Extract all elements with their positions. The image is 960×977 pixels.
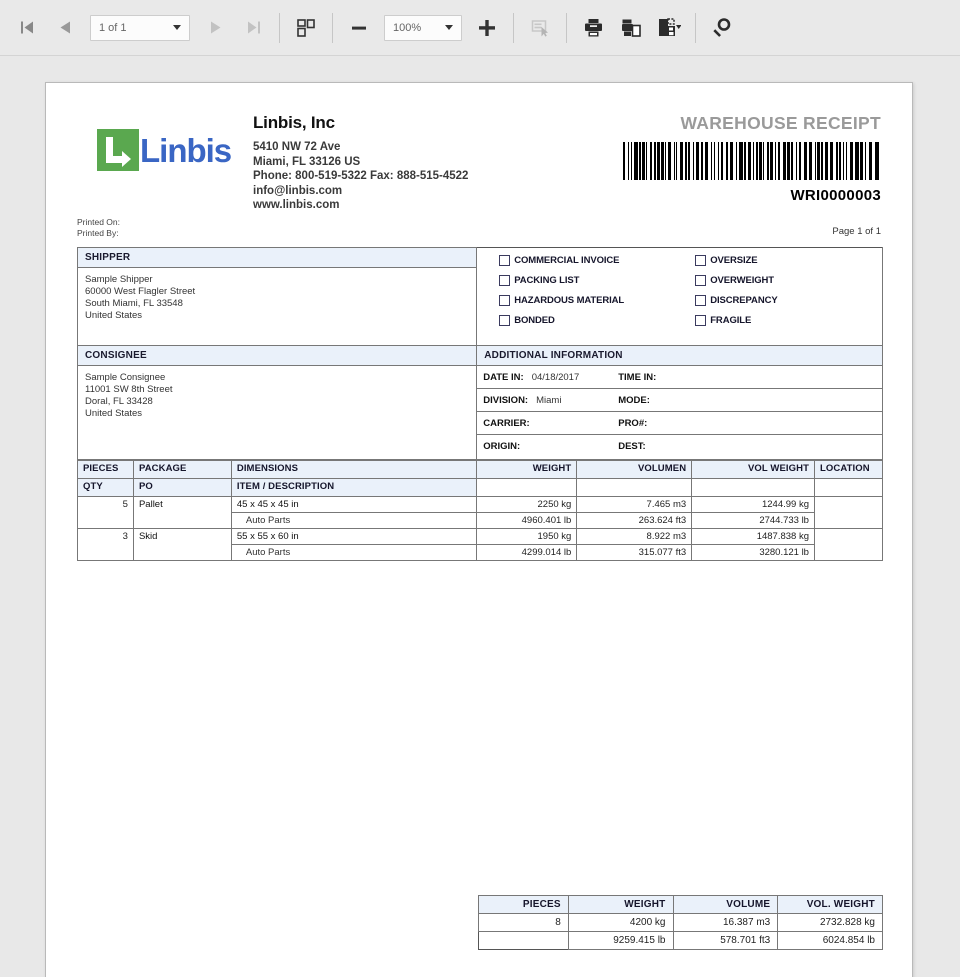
dest-label: DEST:: [618, 441, 646, 452]
division-value: Miami: [536, 394, 562, 406]
checkbox-bonded[interactable]: [499, 315, 695, 326]
item-volume-m3: 7.465 m3: [577, 497, 692, 513]
totals-volweight-kg: 2732.828 kg: [778, 914, 883, 932]
consignee-header: CONSIGNEE: [78, 346, 476, 365]
page-of-label: Page 1 of 1: [832, 226, 881, 237]
warehouse-receipt-document: [46, 83, 912, 977]
search-icon: [712, 17, 733, 38]
column-item-description: ITEM / DESCRIPTION: [231, 479, 477, 497]
column-pieces: PIECES: [78, 461, 134, 479]
additional-info-row: [477, 435, 882, 458]
item-package: Pallet: [133, 497, 231, 529]
search-button[interactable]: [703, 9, 741, 47]
checkbox-label: OVERWEIGHT: [710, 275, 774, 286]
shipper-address: [78, 268, 476, 328]
checkbox-fragile[interactable]: [695, 315, 751, 326]
zoom-out-button[interactable]: [340, 9, 378, 47]
checkbox-label: HAZARDOUS MATERIAL: [514, 295, 625, 306]
time-in-label: TIME IN:: [618, 371, 657, 383]
chevron-down-icon: [445, 25, 453, 30]
item-location: [814, 529, 882, 561]
linbis-logo-mark-icon: [97, 129, 139, 171]
shipper-line: 60000 West Flagler Street: [85, 286, 196, 297]
last-page-button[interactable]: [234, 9, 272, 47]
column-blank-volumen: [577, 479, 692, 497]
zoom-level-select[interactable]: [384, 15, 462, 41]
shipper-line: South Miami, FL 33548: [85, 298, 183, 309]
consignee-address: [78, 366, 476, 426]
zoom-level-value: 100%: [393, 21, 422, 34]
page-number-value: 1 of 1: [99, 21, 127, 34]
item-weight-kg: 2250 kg: [477, 497, 577, 513]
additional-info-row: [477, 389, 882, 412]
items-table: [77, 460, 883, 561]
item-weight-lb: 4960.401 lb: [477, 513, 577, 529]
consignee-line: 11001 SW 8th Street: [85, 384, 173, 395]
column-vol-weight: VOL WEIGHT: [692, 461, 815, 479]
checkbox-icon[interactable]: [695, 275, 706, 286]
checkbox-row: [499, 255, 878, 266]
item-volweight-kg: 1487.838 kg: [692, 529, 815, 545]
first-page-button[interactable]: [8, 9, 46, 47]
checkbox-icon[interactable]: [695, 255, 706, 266]
column-blank-location: [814, 479, 882, 497]
totals-imperial-row: [479, 932, 883, 950]
parties-grid: [77, 247, 883, 460]
toolbar-separator-1: [279, 13, 280, 43]
item-volweight-kg: 1244.99 kg: [692, 497, 815, 513]
additional-information-header: ADDITIONAL INFORMATION: [477, 346, 882, 365]
first-page-icon: [19, 19, 36, 36]
export-save-icon: [657, 17, 681, 38]
additional-info-row: [477, 412, 882, 435]
item-weight-lb: 4299.014 lb: [477, 545, 577, 561]
checkbox-label: PACKING LIST: [514, 275, 580, 286]
item-weight-kg: 1950 kg: [477, 529, 577, 545]
document-viewer: [0, 56, 960, 977]
division-label: DIVISION:: [483, 394, 529, 406]
checkbox-label: DISCREPANCY: [710, 295, 778, 306]
checkbox-row: [499, 295, 878, 306]
consignee-line: Doral, FL 33428: [85, 396, 153, 407]
document-type-checkboxes: [477, 248, 882, 333]
checkbox-row: [499, 275, 878, 286]
chevron-down-icon: [173, 25, 181, 30]
checkbox-icon[interactable]: [499, 315, 510, 326]
checkbox-label: BONDED: [514, 315, 555, 326]
totals-pieces-blank: [479, 932, 569, 950]
checkbox-icon[interactable]: [695, 295, 706, 306]
totals-column-vol-weight: VOL. WEIGHT: [778, 896, 883, 914]
totals-header-row: [479, 896, 883, 914]
checkbox-icon[interactable]: [695, 315, 706, 326]
export-button[interactable]: [650, 9, 688, 47]
page-number-select[interactable]: [90, 15, 190, 41]
checkbox-label: COMMERCIAL INVOICE: [514, 255, 620, 266]
item-volume-m3: 8.922 m3: [577, 529, 692, 545]
toolbar-separator-2: [332, 13, 333, 43]
consignee-line: Sample Consignee: [85, 372, 166, 383]
totals-column-volume: VOLUME: [673, 896, 778, 914]
item-description: Auto Parts: [231, 545, 477, 561]
company-address-2: Miami, FL 33126 US: [253, 155, 361, 168]
totals-weight-lb: 9259.415 lb: [568, 932, 673, 950]
column-qty: QTY: [78, 479, 134, 497]
checkbox-row: [499, 315, 878, 326]
barcode-icon: [623, 142, 881, 180]
table-row: [78, 529, 883, 545]
date-in-label: DATE IN:: [483, 371, 524, 383]
additional-info-row: [477, 366, 882, 389]
totals-volume-ft3: 578.701 ft3: [673, 932, 778, 950]
shipper-line: Sample Shipper: [85, 274, 153, 285]
column-dimensions: DIMENSIONS: [231, 461, 477, 479]
document-title: WAREHOUSE RECEIPT: [680, 113, 881, 133]
item-qty: 3: [78, 529, 134, 561]
consignee-line: United States: [85, 408, 143, 419]
shipper-line: United States: [85, 310, 143, 321]
select-tool-button[interactable]: [521, 9, 559, 47]
item-dimensions: 55 x 55 x 60 in: [231, 529, 477, 545]
table-row: [78, 497, 883, 513]
page-sheet: [45, 82, 913, 977]
toolbar-separator-5: [695, 13, 696, 43]
column-location: LOCATION: [814, 461, 882, 479]
printed-by-label: Printed By:: [77, 228, 119, 238]
date-in-value: 04/18/2017: [531, 371, 580, 383]
totals-metric-row: [479, 914, 883, 932]
checkbox-discrepancy[interactable]: [695, 295, 777, 306]
column-blank-weight: [477, 479, 577, 497]
toolbar-separator-3: [513, 13, 514, 43]
company-address-1: 5410 NW 72 Ave: [253, 141, 341, 153]
printed-info: [77, 217, 120, 239]
viewer-toolbar: [0, 0, 960, 56]
shipper-header: SHIPPER: [78, 248, 476, 267]
column-weight: WEIGHT: [477, 461, 577, 479]
last-page-icon: [245, 19, 262, 36]
totals-column-weight: WEIGHT: [568, 896, 673, 914]
pro-number-label: PRO#:: [618, 417, 648, 429]
mode-label: MODE:: [618, 394, 650, 406]
items-header-row-2: [78, 479, 883, 497]
next-page-icon: [207, 19, 224, 36]
totals-table: [478, 895, 883, 950]
print-button[interactable]: [574, 9, 612, 47]
previous-page-button[interactable]: [46, 9, 84, 47]
company-block: [253, 113, 468, 213]
item-volweight-lb: 3280.121 lb: [692, 545, 815, 561]
totals-weight-kg: 4200 kg: [568, 914, 673, 932]
toolbar-separator-4: [566, 13, 567, 43]
checkbox-packing-list[interactable]: [499, 275, 695, 286]
column-blank-volweight: [692, 479, 815, 497]
company-email: info@linbis.com: [253, 184, 343, 197]
company-phone-fax: Phone: 800-519-5322 Fax: 888-515-4522: [253, 170, 469, 182]
checkbox-icon[interactable]: [499, 295, 510, 306]
printed-on-label: Printed On:: [77, 217, 120, 227]
print-copies-icon: [621, 17, 642, 38]
totals-volweight-lb: 6024.854 lb: [778, 932, 883, 950]
checkbox-overweight[interactable]: [695, 275, 774, 286]
logo-wordmark: Linbis: [140, 131, 232, 169]
item-dimensions: 45 x 45 x 45 in: [231, 497, 477, 513]
select-tool-icon: [530, 18, 550, 38]
checkbox-oversize[interactable]: [695, 255, 757, 266]
item-package: Skid: [133, 529, 231, 561]
totals-volume-m3: 16.387 m3: [673, 914, 778, 932]
checkbox-commercial-invoice[interactable]: [499, 255, 695, 266]
company-website: www.linbis.com: [253, 199, 340, 211]
document-header: [77, 105, 881, 245]
plus-icon: [476, 17, 498, 39]
item-volume-ft3: 315.077 ft3: [577, 545, 692, 561]
company-logo: [97, 129, 231, 171]
column-package: PACKAGE: [133, 461, 231, 479]
printer-icon: [583, 17, 604, 38]
totals-pieces: 8: [479, 914, 569, 932]
item-volweight-lb: 2744.733 lb: [692, 513, 815, 529]
receipt-reference-number: WRI0000003: [790, 187, 881, 204]
company-name: Linbis, Inc: [253, 113, 335, 132]
column-volumen: VOLUMEN: [577, 461, 692, 479]
checkbox-icon[interactable]: [499, 255, 510, 266]
checkbox-label: OVERSIZE: [710, 255, 758, 266]
item-location: [814, 497, 882, 529]
page-layout-button[interactable]: [287, 9, 325, 47]
item-description: Auto Parts: [231, 513, 477, 529]
checkbox-label: FRAGILE: [710, 315, 752, 326]
receipt-header-right: [581, 113, 881, 237]
item-volume-ft3: 263.624 ft3: [577, 513, 692, 529]
carrier-label: CARRIER:: [483, 417, 530, 429]
minus-icon: [349, 18, 369, 38]
items-header-row-1: [78, 461, 883, 479]
page-layout-icon: [296, 18, 316, 38]
column-po: PO: [133, 479, 231, 497]
previous-page-icon: [57, 19, 74, 36]
zoom-in-button[interactable]: [468, 9, 506, 47]
totals-column-pieces: PIECES: [479, 896, 569, 914]
origin-label: ORIGIN:: [483, 441, 521, 452]
checkbox-icon[interactable]: [499, 275, 510, 286]
checkbox-hazardous-material[interactable]: [499, 295, 695, 306]
print-copies-button[interactable]: [612, 9, 650, 47]
item-qty: 5: [78, 497, 134, 529]
next-page-button[interactable]: [196, 9, 234, 47]
